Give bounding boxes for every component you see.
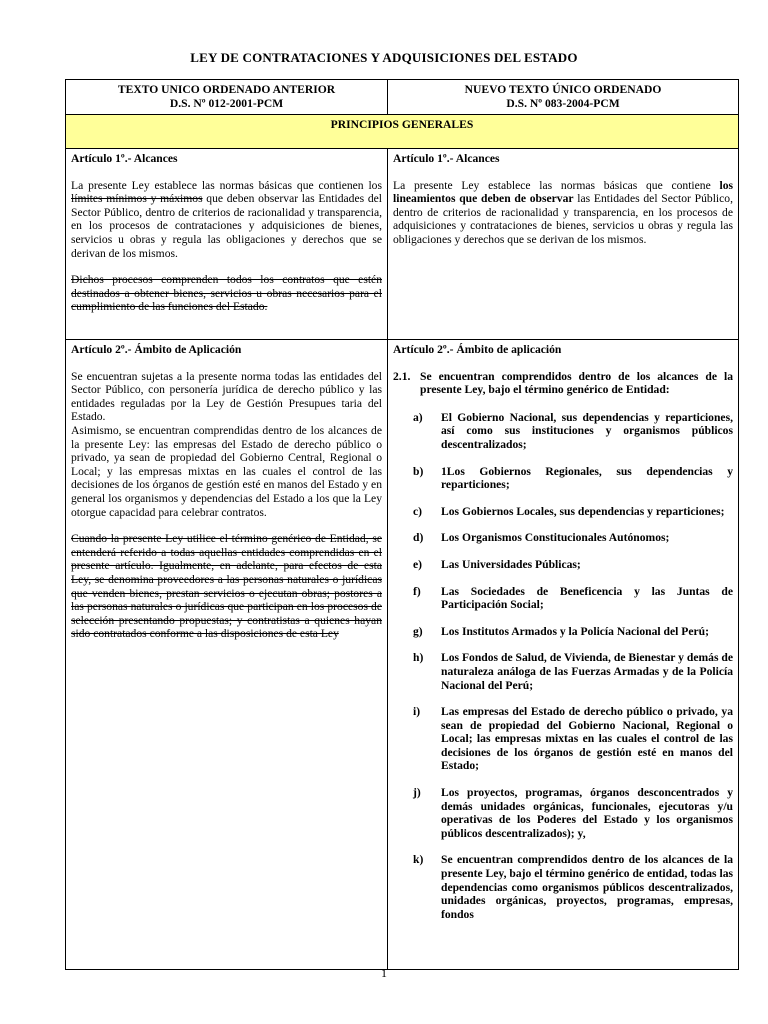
article-1-right-title: Artículo 1º.- Alcances — [393, 152, 500, 165]
section-band: PRINCIPIOS GENERALES — [66, 115, 739, 149]
header-right-line2: D.S. Nº 083-2004-PCM — [506, 96, 620, 110]
page-number: 1 — [381, 966, 387, 980]
list-item: e) Las Universidades Públicas; — [413, 557, 581, 571]
list-item: k) Se encuentran comprendidos dentro de los alcances de la presente Ley, bajo el término genérico de entidad, todas las dependencias como organismos públicos descentralizados, unidades orgánicas, proyectos, programas, empresas, fondos — [413, 853, 733, 921]
header-left-line2: D.S. Nº 012-2001-PCM — [169, 96, 284, 110]
document-title: LEY DE CONTRATACIONES Y ADQUISICIONES DEL ESTADO — [190, 50, 578, 65]
article-1-left-title: Artículo 1º.- Alcances — [71, 152, 178, 165]
list-item: h) Los Fondos de Salud, de Vivienda, de Bienestar y demás de naturaleza análoga de las Fuerzas Armadas y de la Policía Nacional del Perú; — [413, 651, 733, 692]
article-2-left-paragraph-2: Asimismo, se encuentran comprendidas dentro de los alcances de la presente Ley: las empresas del Estado de derecho público o privado, ya sean de propiedad del Gobierno Central, Regional o Local; y las empresas mixtas en las cuales el control de las decisiones de los órganos de gestión esté en manos del Estado y en general los organismos y dependencias del Estado a los que la Ley otorgue capacidad para celebrar contratos. — [71, 423, 382, 519]
list-item: c) Los Gobiernos Locales, sus dependencias y reparticiones; — [413, 504, 725, 518]
section-band-row — [66, 115, 739, 149]
article-1-row — [66, 149, 739, 340]
header-previous-text — [66, 80, 388, 115]
list-item: g) Los Institutos Armados y la Policía Nacional del Perú; — [413, 624, 709, 638]
bold-text: los lineamientos que deben de observar — [393, 178, 733, 206]
article-2-left-struck-paragraph: Cuando la presente Ley utilice el término genérico de Entidad, se entenderá referido a todas aquellas entidades comprendidas en el presente artículo. Igualmente, en adelante, para efectos de esta Ley, se denomina proveedores a las personas naturales o jurídicas que venden bienes, prestan servicios o ejecutan obras; postores a las personas naturales o jurídicas que participan en los procesos de selección presentando propuestas; y contratistas a quienes hayan sido contratados conforme a las disposiciones de esta Ley — [71, 532, 382, 641]
list-item: b) 1Los Gobiernos Regionales, sus dependencias y reparticiones; — [413, 464, 733, 492]
comparison-table — [65, 79, 739, 970]
numbered-clause-2-1 — [393, 370, 733, 397]
clause-number: 2.1. — [393, 369, 411, 383]
article-2-left-paragraph-1: Se encuentran sujetas a la presente norma todas las entidades del Sector Público, con personería jurídica de derecho público y las entidades reguladas por la Ley de Gestión Presupues taria del Estado. — [71, 369, 382, 424]
list-item: a) El Gobierno Nacional, sus dependencias y reparticiones, así como sus instituciones y organismos públicos descentralizados; — [413, 410, 733, 451]
table-header-row — [66, 80, 739, 115]
list-item: f) Las Sociedades de Beneficencia y las Juntas de Participación Social; — [413, 584, 733, 612]
clause-text: Se encuentran comprendidos dentro de los alcances de la presente Ley, bajo el término genérico de Entidad: — [420, 369, 733, 397]
struck-text: límites mínimos y máximos — [71, 192, 203, 206]
article-1-left-struck-paragraph: Dichos procesos comprenden todos los contratos que estén destinados a obtener bienes, servicios u obras necesarios para el cumplimiento de las funciones del Estado. — [71, 273, 382, 314]
article-1-left — [66, 149, 388, 340]
article-2-row — [66, 340, 739, 970]
article-2-left-title: Artículo 2º.- Ámbito de Aplicación — [71, 343, 242, 356]
entity-list — [393, 411, 733, 922]
article-2-right-title: Artículo 2º.- Ámbito de aplicación — [393, 343, 562, 356]
header-new-text — [388, 80, 739, 115]
article-1-left-paragraph: La presente Ley establece las normas básicas que contienen los límites mínimos y máximos que deben observar las Entidades del Sector Público, dentro de criterios de racionalidad y transparencia, en los procesos de contrataciones y adquisiciones de bienes, servicios u obras y regula las obligaciones y derechos que se derivan de los mismos. — [71, 178, 382, 260]
list-item: j) Los proyectos, programas, órganos desconcentrados y demás unidades orgánicas, funcionales, ejecutoras y/u operativas de los Poderes del Estado y los organismos públicos descentralizados); y, — [413, 786, 733, 840]
list-item: i) Las empresas del Estado de derecho público o privado, ya sean de propiedad del Gobierno Nacional, Regional o Local; las empresas mixtas en las cuales el control de las decisiones de los órganos de gestión esté en manos del Estado; — [413, 705, 733, 773]
article-1-right — [388, 149, 739, 340]
article-2-right — [388, 340, 739, 970]
article-1-right-paragraph: La presente Ley establece las normas básicas que contiene los lineamientos que deben de observar las Entidades del Sector Público, dentro de criterios de racionalidad y transparencia, en los procesos de adquisiciones y contrataciones de bienes, servicios u obras y regula las obligaciones y derechos que se derivan de los mismos. — [393, 178, 733, 246]
header-left-line1: TEXTO UNICO ORDENADO ANTERIOR — [117, 83, 336, 96]
article-2-left — [66, 340, 388, 970]
list-item: d) Los Organismos Constitucionales Autónomos; — [413, 531, 670, 545]
header-right-line1: NUEVO TEXTO ÚNICO ORDENADO — [464, 83, 662, 96]
